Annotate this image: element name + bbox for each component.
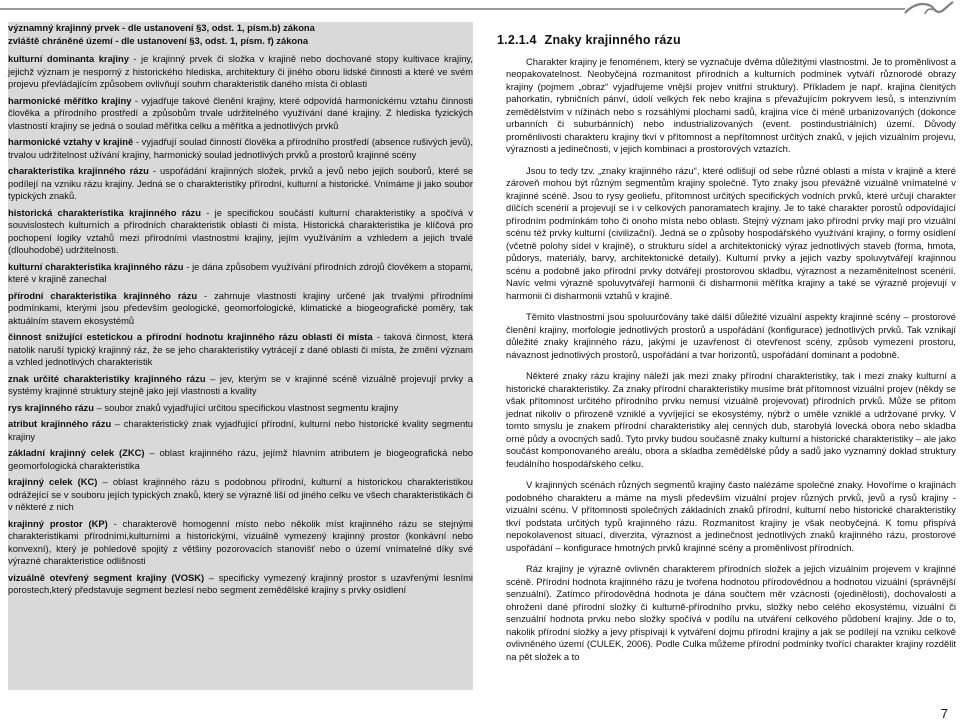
definition-term: harmonické měřítko krajiny <box>8 94 132 106</box>
definition-item <box>8 402 473 415</box>
definition-term: harmonické vztahy v krajině <box>8 136 134 147</box>
top-line-1: významný krajinný prvek - dle ustanovení §3, odst. 1, písm.b) zákona <box>8 22 315 33</box>
definition-item <box>8 95 473 133</box>
definition-term: znak určité charakteristiky krajinného rázu <box>8 372 206 384</box>
body-paragraph: Těmito vlastnostmi jsou spoluurčovány také dálší důležité vizuální aspekty krajinné scény – prostorové členění krajiny, morfologie jednotlivých prostorů a uspořádání (konfigurace) jednotlivých prvků. Tak vznikají důležité znaky krajinného rázu, jakými je uzavřenost či otevřenost scény, způsob vymezení prostoru, návaznost jednotlivých prostorů, uspořádání a tvar horizontů, uspořádání dominant a podobně. <box>506 311 956 360</box>
definition-item <box>8 476 473 514</box>
body-paragraph: Jsou to tedy tzv. „znaky krajinného rázu“, které odlišují od sebe různé oblasti a místa v krajině a které zároveň mohou být různým segmentům krajiny společné. Tyto znaky jsou převážně vizuálně vnímatelné v krajinné scéně. Jsou to rysy geoliefu, přítomnost určitých specifických vodních prvků, které určují charakter dílčích scenérií a projevují se i v celkových panoramatech krajiny. Je to také charakter porostů odpovídající přírodním podmínkám toho či onoho místa nebo oblasti. Stejný význam jako přírodní prvky mají pro vizuální scénu též prvky kulturní (civilizační). Jedná se o způsoby hospodářského využívání krajiny, o formy osídlení (včetně polohy sídel v krajině), o strukturu sídel a architektonický výraz jednotlivých staveb (forma, hmota, půdorys, materiály, barvy, architektonické detaily). Kulturní prvky a jejich vazby spoluvytvářejí krajinnou scénu a podobně jako přírodní prvky dotvářejí prostorovou skladbu, výraznost a nezaměnitelnost scenérií. Navíc velmi výrazně spoluvytvářejí harmonii či disharmonii měřítka krajiny a také se výrazně projevují v harmonii či disharmonii vztahů v krajině. <box>506 164 956 301</box>
definition-text: – jev, kterým se v krajinné scéně vizuálně projevují prvky a systémy krajinné struktury stejně jako její vlastnosti a kvality <box>8 372 473 396</box>
definition-term: charakteristika krajinného rázu <box>8 165 149 176</box>
definition-item <box>8 53 473 91</box>
definition-term: přírodní charakteristika krajinného rázu <box>8 289 198 301</box>
header-rule <box>0 8 905 10</box>
definition-term: vizuálně otevřený segment krajiny (VOSK) <box>8 571 205 583</box>
swoosh-logo-icon <box>903 0 955 18</box>
main-column <box>497 33 956 689</box>
definition-item <box>8 373 473 398</box>
definition-item <box>8 572 473 597</box>
definition-term: historická charakteristika krajinného rázu <box>8 206 201 218</box>
definition-text: - je specifickou součástí kulturní charakteristiky a spočívá v souvislostech kulturních a přírodních charakteristik oblasti či místa. Historická charakteristika je klíčová pro pochopení logiky vztahů mezi přírodními vlastnostmi krajiny, jejím využíváním a vzhledem a jejich trvalé (dlouhodobé) udržitelnosti. <box>8 206 473 255</box>
definition-text: – soubor znaků vyjadřující určitou specifickou vlastnost segmentu krajiny <box>93 401 399 413</box>
definition-text: - je krajinný prvek či složka v krajině nebo dochované stopy kultivace krajiny, jejichž význam je nesporný z historického hlediska, architektury či jiného oboru lidské činnosti a které ve svém projevu převládajícím způsobem ovlivňují souhrn charakteristik daného místa či oblasti <box>8 53 473 89</box>
definition-item <box>8 331 473 369</box>
definition-text: - taková činnost, která natolik naruší typický krajinný ráz, že se jeho charakteristiky vytrácejí z dané oblasti či místa, že změní význam a vzhled jednotlivých charakteristik <box>8 331 473 367</box>
top-line-2: zvláště chráněné území - dle ustanovení §3, odst. 1, písm. f) zákona <box>8 34 309 46</box>
definition-term: atribut krajinného rázu <box>8 418 112 429</box>
definition-item <box>8 207 473 257</box>
definition-item <box>8 447 473 472</box>
definition-text: - zahrnuje vlastnosti krajiny určené jak trvalými přírodními podmínkami, kterými jsou především geologické, geomorfologické, klimatické a biogeografické poměry, tak aktuálním stavem ekosystémů <box>8 289 474 326</box>
definition-item <box>8 418 473 443</box>
definition-text: - vyjadřuje takové členění krajiny, které odpovídá harmonickému vztahu činnosti člověka a přírodního prostředí a způsobům trvale udržitelného využívání dané krajiny. Z hlediska fyzických vlastností krajiny se jedná o soulad měřítka celku a měřítka a jednotlivých prvků <box>8 94 473 131</box>
section-heading <box>497 34 956 47</box>
section-number: 1.2.1.4 <box>497 33 537 47</box>
definition-item <box>8 518 473 568</box>
page-header <box>0 0 960 20</box>
definitions-column <box>8 22 473 690</box>
definition-text: - uspořádání krajinných složek, prvků a jevů nebo jejich souborů, které se podílejí na vzniku rázu krajiny. Jedná se o charakteristiky přírodní, kulturní a historické. Vnímáme ji jako soubor typických znaků. <box>8 165 473 201</box>
definition-term: základní krajinný celek (ZKC) <box>8 447 145 458</box>
definition-term: činnost snižující estetickou a přírodní hodnotu krajinného rázu oblasti či místa <box>8 331 373 342</box>
definition-item <box>8 136 473 161</box>
body-paragraph: Ráz krajiny je výrazně ovlivněn charakterem přírodních složek a jejich vizuálním projevem v krajinné scéně. Přírodní hodnota krajinného rázu je tvořena hodnotou přírodovědnou a hodnotou vizuální (správnější senzuální). Zatímco přírodovědná hodnota je dána součtem měr vzácnosti (ojedinělosti), dochovalosti a ohrožení dané přírodní složky či kulturně-přírodního prvku, složky nebo celého ekosystému, vizuální či senzuální hodnota prvku nebo složky spočívá v podílu na utváření celkového půdobení krajiny. Jde o to, nakolik přírodní složky a jevy přispívají k vytváření dojmu přírodní krajiny a jak se podílejí na vzniku celkově ovlivněného území (CULEK, 2006). Podle Culka můžeme přírodní podmínky tvořící charakter krajiny rozdělit na pět složek a to <box>506 563 956 662</box>
definition-term: krajinný prostor (KP) <box>8 517 108 529</box>
definition-item <box>8 290 473 328</box>
definition-text: – oblast krajinného rázu, jejímž hlavním atributem je biogeografická nebo geomorfologická charakteristika <box>8 447 473 471</box>
definition-text: – specificky vymezený krajinný prostor s uzavřenými lesními porostech,který představuje segment bezlesí nebo segment zemědělské krajiny s prvky osídlení <box>8 571 473 595</box>
definition-term: rys krajinného rázu <box>8 401 94 413</box>
definition-term: kulturní charakteristika krajinného rázu <box>8 260 184 272</box>
definition-term: krajinný celek (KC) <box>8 476 98 487</box>
definition-text: - je dána způsobem využívání přírodních zdrojů člověkem a stopami, které v krajině zanechal <box>8 260 473 284</box>
body-paragraph: Některé znaky rázu krajiny náleží jak mezi znaky přírodní charakteristiky, tak i mezi znaky kulturní a historické charakteristiky. Za znaky přírodní charakteristiky musíme brát přítomnost vizuální projev (někdy se však přítomnost určitého přírodního prvku nemusí vizuálně projevovat) přírodních prvků. Může se přitom jednat nikoliv o přirozeně vzniklé a vyvíjející se ekosystémy, nýbrž o uměle vzniklé a udržované prvky. V tomto smyslu je znakem přírodní charakteristiky alej cenných dub, starobylá lovecká obora nebo skladba orné půdy a ovocných sadů. Tyto prvky budou současně znaky kulturní a historické charakteristiky – ale jako součást komponovaného areálu, obora a skladba zemědělské půdy a sadů jako vyznamný doklad struktury feudálního hospodářského celku. <box>506 370 956 469</box>
body-paragraph: Charakter krajiny je fenoménem, který se vyznačuje dvěma důležitými vlastnostmi. Je to proměnlivost a neopakovatelnost. Neobyčejná rozmanitost přírodních a kulturních podmínek vytváří různorodé obrazy krajiny (pojmem „obraz“ vyjadřujeme vnější projev vnitřní struktury). Příkladem je např. krajina členitých pahorkatin, rybničních pánví, údolí velkých řek nebo krajina s převažujícím pokryvem lesů, s intenzivním zemědělstvím v nížinách nebo s rozsáhlými plochami sadů, krajina více či méně urbanizovaných (dokonce urbanních či suburbánních) nebo industrializovaných (event. postindustriálních) území. Důvody proměnlivosti charakteru krajiny tkví v přítomnost a nepřítomnost určitých znaků, v jejich vizuálním projevu, výraznosti a jedinečnosti, v jejich kombinaci a prostorových vztazích. <box>506 55 956 154</box>
definition-text: - charakterově homogenní místo nebo několik míst krajinného rázu se stejnými charakteristikami přírodními,kulturními a historickými, vizuálně vymezený krajinný prostor (konkávní nebo konvexní), který je pohledově spojitý z většiny pozorovacích stanovišť nebo o území vnímatelné díky své výrazné charakteristice odlišnosti <box>8 517 474 566</box>
body-paragraph: V krajinných scénách různých segmentů krajiny často nalézáme společné znaky. Hovoříme o krajinách podobného charakteru a máme na mysli především vizuální projev různých prvků, jevů a rysů krajiny - vizuální scénu. V přítomnosti společných základních znaků přírodní, kulturní nebo historické charakteristiky tkví podstata určitých typů krajinného rázu. Rozmanitost krajiny je však neobyčejná. K tomu přispívá nepokolavenost situací, diverzita, výraznost a jedinečnost jednotlivých znaků krajinného rázu, prostorové uspořádání – konfigurace hmotných prvků krajinné scény a proměnlivost přírodních. <box>506 479 956 553</box>
definition-text: – oblast krajinného rázu s podobnou přírodní, kulturní a historickou charakteristikou odrážející se v souboru jejích typických znaků, který se výrazně liší od jiného celku ve všech charakteristikách či v některé z nich <box>8 476 473 512</box>
definition-item <box>8 165 473 203</box>
definition-text: - vyjadřují soulad činností člověka a přírodního prostředí (absence rušivých jevů), trvalou udržitelnost užívání krajiny, harmonický soulad jednotlivých prvků a prostorů krajinné scény <box>8 136 473 160</box>
section-title: Znaky krajinného rázu <box>544 33 681 47</box>
definition-item <box>8 261 473 286</box>
definition-term: kulturní dominanta krajiny <box>8 53 129 64</box>
page-number: 7 <box>940 706 948 721</box>
definition-text: – charakteristický znak vyjadřující přírodní, kulturní nebo historické kvality segmentu krajiny <box>8 418 473 442</box>
